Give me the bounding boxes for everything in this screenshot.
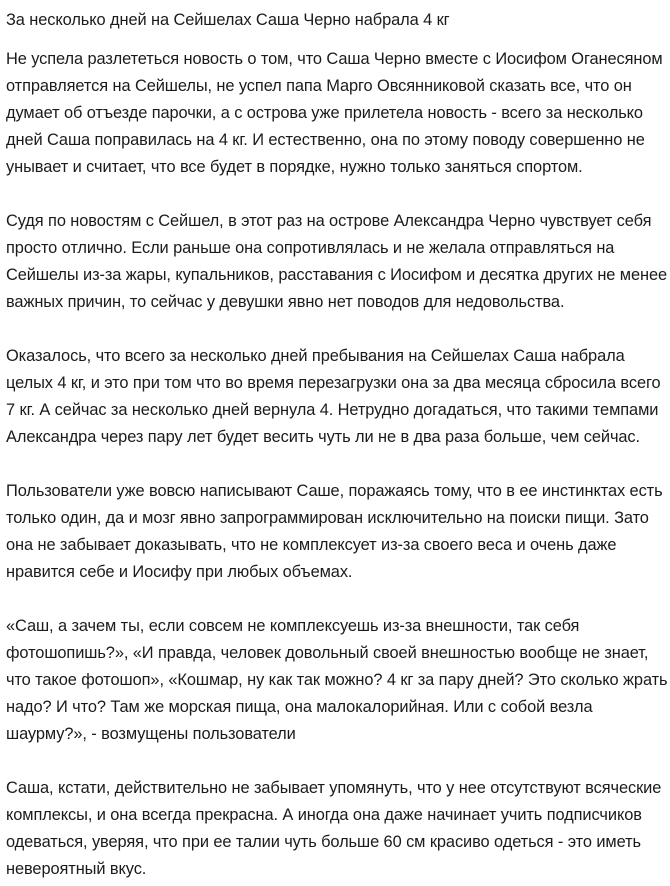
article-body [6,45,668,882]
article-paragraph: Оказалось, что всего за несколько дней пребывания на Сейшелах Саша набрала целых 4 кг, и это при том что во время перезагрузки она за два месяца сбросила всего 7 кг. А сейчас за несколько дней вернула 4. Нетрудно догадаться, что такими темпами Александра через пару лет будет весить чуть ли не в два раза больше, чем сейчас. [6,346,661,446]
page-title: За несколько дней на Сейшелах Саша Черно набрала 4 кг [6,10,450,29]
article-paragraph: Саша, кстати, действительно не забывает упомянуть, что у нее отсутствуют всяческие комплексы, и она всегда прекрасна. А иногда она даже начинает учить подписчиков одеваться, уверяя, что при ее талии чуть больше 60 см красиво одеться - это иметь невероятный вкус. [6,778,662,878]
article-paragraph: Пользователи уже вовсю написывают Саше, поражаясь тому, что в ее инстинктах есть только один, да и мозг явно запрограммирован исключительно на поиски пищи. Зато она не забывает доказывать, что не комплексует из-за своего веса и очень даже нравится себе и Иосифу при любых объемах. [6,481,663,581]
article-paragraph: Не успела разлететься новость о том, что Саша Черно вместе с Иосифом Оганесяном отправляется на Сейшелы, не успел папа Марго Овсянниковой сказать все, что он думает об отъезде парочки, а с острова уже прилетела новость - всего за несколько дней Саша поправилась на 4 кг. И естественно, она по этому поводу совершенно не унывает и считает, что все будет в порядке, нужно только заняться спортом. [6,49,663,176]
article-paragraph: «Саш, а зачем ты, если совсем не комплексуешь из-за внешности, так себя фотошопишь?», «И правда, человек довольный своей внешностью вообще не знает, что такое фотошоп», «Кошмар, ну как так можно? 4 кг за пару дней? Это сколько жрать надо? И что? Там же морская пища, она малокалорийная. Или с собой везла шаурму?», - возмущены пользователи [6,616,668,743]
article-paragraph: Судя по новостям с Сейшел, в этот раз на острове Александра Черно чувствует себя просто отлично. Если раньше она сопротивлялась и не желала отправляться на Сейшелы из-за жары, купальников, расставания с Иосифом и десятка других не менее важных причин, то сейчас у девушки явно нет поводов для недовольства. [6,211,668,311]
